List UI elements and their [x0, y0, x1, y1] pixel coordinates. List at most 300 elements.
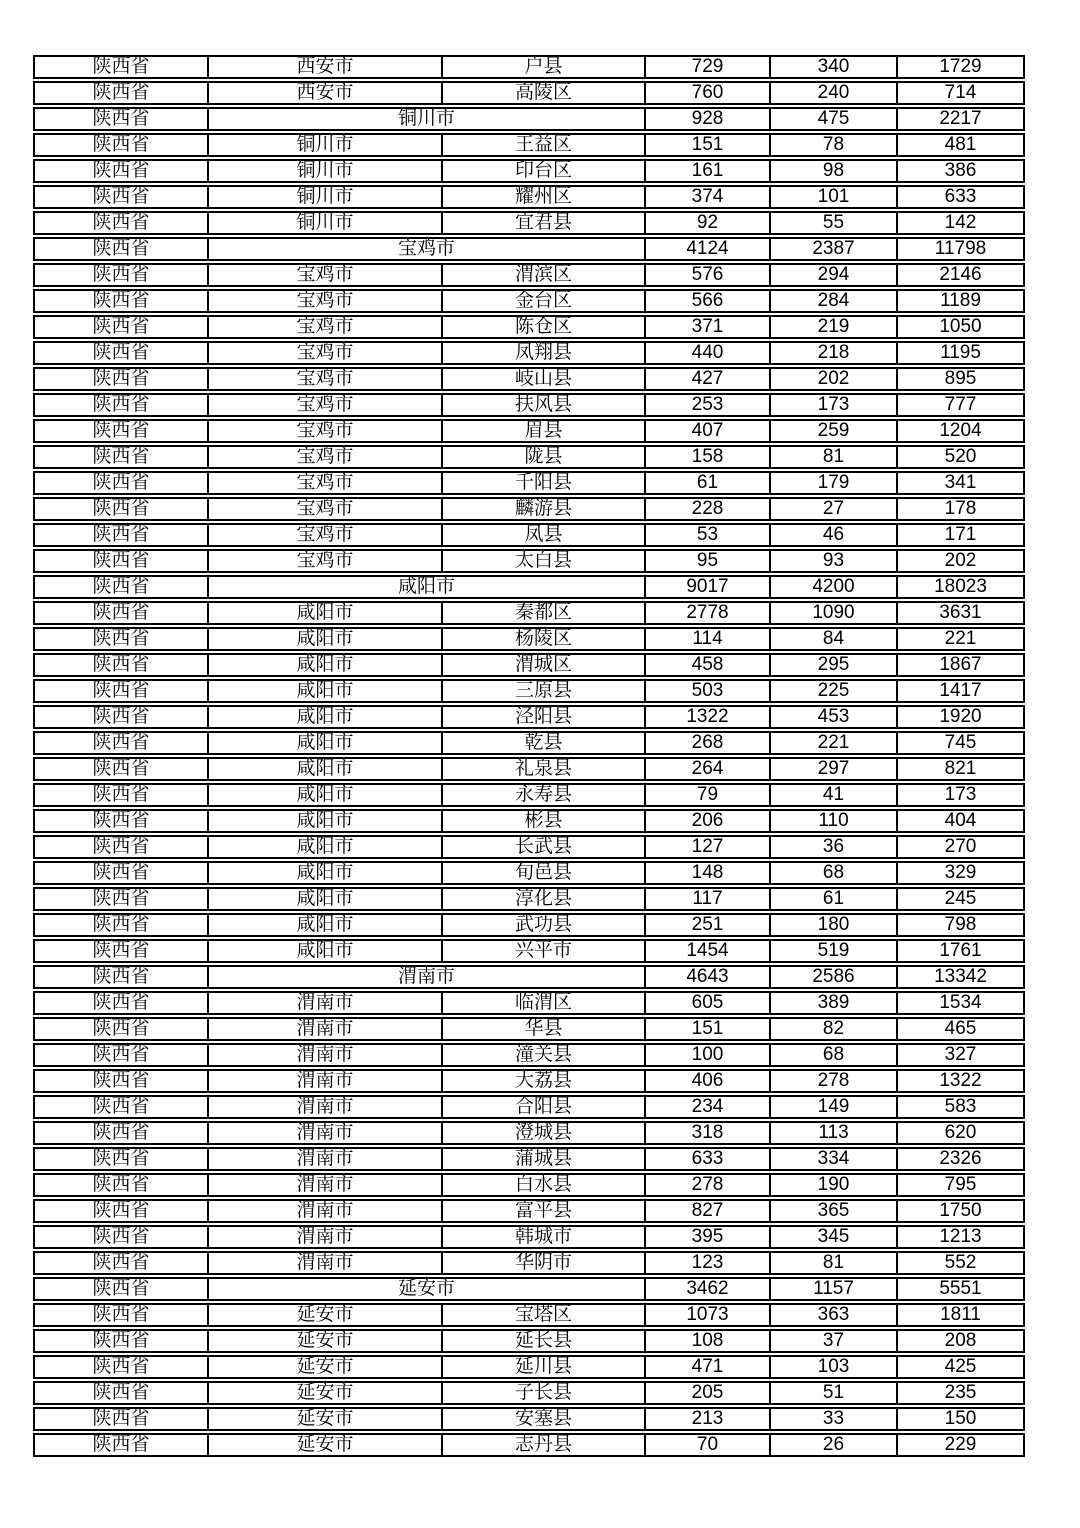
cell-city: 渭南市: [207, 1149, 441, 1169]
cell-value-1: 1454: [644, 941, 769, 961]
cell-city: 渭南市: [207, 1097, 441, 1117]
cell-value-3: 1729: [896, 57, 1023, 77]
cell-value-3: 142: [896, 213, 1023, 233]
cell-value-2: 41: [769, 785, 896, 805]
cell-county: 渭城区: [441, 655, 644, 675]
cell-province: 陕西省: [92, 1097, 150, 1117]
cell-city: 渭南市: [207, 1123, 441, 1143]
cell-value-2: 190: [769, 1175, 896, 1195]
cell-value-1: 228: [644, 499, 769, 519]
cell-value-2: 363: [769, 1305, 896, 1325]
table-row: [33, 1329, 1025, 1353]
cell-county: 延川县: [441, 1357, 644, 1377]
cell-value-2: 27: [769, 499, 896, 519]
cell-city: 咸阳市: [207, 629, 441, 649]
cell-county: 岐山县: [441, 369, 644, 389]
cell-county: 户县: [441, 57, 644, 77]
cell-value-2: 4200: [769, 577, 896, 597]
cell-county: 长武县: [441, 837, 644, 857]
cell-province: 陕西省: [92, 499, 150, 519]
cell-value-3: 620: [896, 1123, 1023, 1143]
cell-value-2: 240: [769, 83, 896, 103]
table-row: [33, 861, 1025, 885]
cell-value-1: 503: [644, 681, 769, 701]
cell-value-2: 202: [769, 369, 896, 389]
table-row: [33, 627, 1025, 651]
cell-province: 陕西省: [92, 1383, 150, 1403]
cell-province: 陕西省: [92, 1175, 150, 1195]
cell-city: 延安市: [207, 1409, 441, 1429]
cell-county: 志丹县: [441, 1435, 644, 1455]
cell-province: 陕西省: [92, 265, 150, 285]
cell-value-2: 2387: [769, 239, 896, 259]
cell-value-2: 297: [769, 759, 896, 779]
table-row: [33, 55, 1025, 79]
cell-city: 宝鸡市: [207, 499, 441, 519]
cell-value-2: 33: [769, 1409, 896, 1429]
cell-value-2: 61: [769, 889, 896, 909]
cell-county: 陈仓区: [441, 317, 644, 337]
cell-value-2: 82: [769, 1019, 896, 1039]
cell-value-3: 481: [896, 135, 1023, 155]
cell-value-3: 171: [896, 525, 1023, 545]
cell-county: 高陵区: [441, 83, 644, 103]
cell-value-1: 117: [644, 889, 769, 909]
cell-value-1: 1322: [644, 707, 769, 727]
cell-value-3: 1534: [896, 993, 1023, 1013]
cell-province: 陕西省: [92, 135, 150, 155]
cell-value-1: 151: [644, 135, 769, 155]
cell-value-3: 1750: [896, 1201, 1023, 1221]
cell-value-3: 229: [896, 1435, 1023, 1455]
cell-value-1: 108: [644, 1331, 769, 1351]
cell-county: 永寿县: [441, 785, 644, 805]
table-row: [33, 1147, 1025, 1171]
cell-value-3: 11798: [896, 239, 1023, 259]
cell-value-3: 745: [896, 733, 1023, 753]
cell-value-3: 202: [896, 551, 1023, 571]
table-row: [33, 1225, 1025, 1249]
cell-county: 富平县: [441, 1201, 644, 1221]
cell-value-3: 895: [896, 369, 1023, 389]
table-row: [33, 757, 1025, 781]
cell-value-2: 78: [769, 135, 896, 155]
cell-province: 陕西省: [92, 109, 150, 129]
cell-value-1: 605: [644, 993, 769, 1013]
cell-city: 宝鸡市: [207, 265, 441, 285]
table-row: [33, 1017, 1025, 1041]
cell-county: 子长县: [441, 1383, 644, 1403]
table-row: [33, 341, 1025, 365]
cell-value-1: 371: [644, 317, 769, 337]
cell-province: 陕西省: [92, 83, 150, 103]
cell-value-1: 2778: [644, 603, 769, 623]
cell-city-span: 延安市: [207, 1279, 644, 1299]
cell-province: 陕西省: [92, 707, 150, 727]
cell-city: 西安市: [207, 57, 441, 77]
cell-value-1: 206: [644, 811, 769, 831]
cell-value-1: 127: [644, 837, 769, 857]
cell-county: 礼泉县: [441, 759, 644, 779]
cell-province: 陕西省: [92, 1071, 150, 1091]
cell-value-1: 827: [644, 1201, 769, 1221]
cell-city: 宝鸡市: [207, 551, 441, 571]
cell-value-3: 270: [896, 837, 1023, 857]
cell-province: 陕西省: [92, 213, 150, 233]
cell-value-3: 1811: [896, 1305, 1023, 1325]
cell-province: 陕西省: [92, 837, 150, 857]
cell-value-1: 158: [644, 447, 769, 467]
table-row: [33, 419, 1025, 443]
cell-value-3: 777: [896, 395, 1023, 415]
cell-value-1: 928: [644, 109, 769, 129]
cell-county: 麟游县: [441, 499, 644, 519]
cell-value-3: 329: [896, 863, 1023, 883]
cell-value-2: 81: [769, 1253, 896, 1273]
cell-city: 宝鸡市: [207, 343, 441, 363]
cell-city: 渭南市: [207, 1201, 441, 1221]
cell-value-2: 365: [769, 1201, 896, 1221]
cell-city: 宝鸡市: [207, 473, 441, 493]
cell-value-3: 425: [896, 1357, 1023, 1377]
cell-province: 陕西省: [92, 1331, 150, 1351]
cell-county: 凤县: [441, 525, 644, 545]
cell-province: 陕西省: [92, 915, 150, 935]
table-row: [33, 601, 1025, 625]
cell-value-2: 26: [769, 1435, 896, 1455]
cell-value-2: 295: [769, 655, 896, 675]
cell-value-1: 148: [644, 863, 769, 883]
cell-value-1: 458: [644, 655, 769, 675]
cell-value-3: 552: [896, 1253, 1023, 1273]
cell-province: 陕西省: [92, 1435, 150, 1455]
cell-county: 凤翔县: [441, 343, 644, 363]
cell-province: 陕西省: [92, 733, 150, 753]
cell-province: 陕西省: [92, 421, 150, 441]
cell-value-2: 1090: [769, 603, 896, 623]
cell-city: 咸阳市: [207, 837, 441, 857]
cell-value-2: 84: [769, 629, 896, 649]
cell-province: 陕西省: [92, 759, 150, 779]
cell-value-2: 93: [769, 551, 896, 571]
cell-value-1: 4124: [644, 239, 769, 259]
cell-value-2: 110: [769, 811, 896, 831]
table-row: [33, 471, 1025, 495]
cell-city: 渭南市: [207, 993, 441, 1013]
table-row: [33, 107, 1025, 131]
cell-county: 蒲城县: [441, 1149, 644, 1169]
cell-province: 陕西省: [92, 811, 150, 831]
cell-value-2: 389: [769, 993, 896, 1013]
cell-city: 渭南市: [207, 1253, 441, 1273]
cell-city: 宝鸡市: [207, 525, 441, 545]
cell-city-span: 咸阳市: [207, 577, 644, 597]
cell-value-3: 1050: [896, 317, 1023, 337]
cell-value-3: 1761: [896, 941, 1023, 961]
cell-province: 陕西省: [92, 993, 150, 1013]
table-row: [33, 1199, 1025, 1223]
table-row: [33, 263, 1025, 287]
cell-province: 陕西省: [92, 317, 150, 337]
cell-city: 宝鸡市: [207, 447, 441, 467]
cell-city: 宝鸡市: [207, 369, 441, 389]
cell-city: 渭南市: [207, 1019, 441, 1039]
cell-county: 潼关县: [441, 1045, 644, 1065]
cell-value-2: 475: [769, 109, 896, 129]
table-row: [33, 445, 1025, 469]
cell-value-1: 251: [644, 915, 769, 935]
cell-province: 陕西省: [92, 1357, 150, 1377]
cell-city: 宝鸡市: [207, 317, 441, 337]
cell-value-2: 225: [769, 681, 896, 701]
cell-city: 渭南市: [207, 1175, 441, 1195]
cell-value-3: 1189: [896, 291, 1023, 311]
cell-city: 延安市: [207, 1331, 441, 1351]
cell-value-1: 427: [644, 369, 769, 389]
cell-value-2: 179: [769, 473, 896, 493]
cell-province: 陕西省: [92, 343, 150, 363]
cell-value-1: 114: [644, 629, 769, 649]
table-row: [33, 211, 1025, 235]
cell-province: 陕西省: [92, 187, 150, 207]
cell-value-2: 98: [769, 161, 896, 181]
cell-city: 铜川市: [207, 213, 441, 233]
cell-city: 铜川市: [207, 187, 441, 207]
table-row: [33, 133, 1025, 157]
cell-value-2: 101: [769, 187, 896, 207]
cell-value-2: 345: [769, 1227, 896, 1247]
cell-value-3: 3631: [896, 603, 1023, 623]
cell-county: 武功县: [441, 915, 644, 935]
cell-county: 乾县: [441, 733, 644, 753]
cell-value-1: 100: [644, 1045, 769, 1065]
table-row: [33, 835, 1025, 859]
table-row: [33, 367, 1025, 391]
cell-value-1: 268: [644, 733, 769, 753]
cell-city-span: 宝鸡市: [207, 239, 644, 259]
cell-county: 太白县: [441, 551, 644, 571]
table-row: [33, 185, 1025, 209]
cell-province: 陕西省: [92, 785, 150, 805]
cell-county: 韩城市: [441, 1227, 644, 1247]
cell-city: 宝鸡市: [207, 395, 441, 415]
table-row: [33, 1303, 1025, 1327]
cell-county: 安塞县: [441, 1409, 644, 1429]
cell-value-1: 53: [644, 525, 769, 545]
cell-city: 咸阳市: [207, 863, 441, 883]
table-row: [33, 1277, 1025, 1301]
table-row: [33, 237, 1025, 261]
cell-county: 延长县: [441, 1331, 644, 1351]
cell-value-2: 219: [769, 317, 896, 337]
cell-value-3: 1920: [896, 707, 1023, 727]
cell-city: 延安市: [207, 1357, 441, 1377]
cell-value-2: 103: [769, 1357, 896, 1377]
cell-province: 陕西省: [92, 577, 150, 597]
cell-value-2: 259: [769, 421, 896, 441]
cell-value-1: 1073: [644, 1305, 769, 1325]
cell-value-1: 760: [644, 83, 769, 103]
cell-city: 延安市: [207, 1383, 441, 1403]
cell-province: 陕西省: [92, 1409, 150, 1429]
cell-province: 陕西省: [92, 1227, 150, 1247]
table-row: [33, 939, 1025, 963]
cell-value-1: 471: [644, 1357, 769, 1377]
cell-city: 延安市: [207, 1435, 441, 1455]
cell-province: 陕西省: [92, 1019, 150, 1039]
table-row: [33, 575, 1025, 599]
cell-city: 咸阳市: [207, 733, 441, 753]
cell-province: 陕西省: [92, 473, 150, 493]
table-row: [33, 913, 1025, 937]
cell-value-2: 37: [769, 1331, 896, 1351]
cell-value-3: 13342: [896, 967, 1023, 987]
cell-city-span: 渭南市: [207, 967, 644, 987]
table-row: [33, 887, 1025, 911]
cell-value-1: 213: [644, 1409, 769, 1429]
cell-county: 华县: [441, 1019, 644, 1039]
cell-value-2: 519: [769, 941, 896, 961]
cell-value-2: 218: [769, 343, 896, 363]
cell-city: 咸阳市: [207, 655, 441, 675]
table-row: [33, 523, 1025, 547]
table-row: [33, 393, 1025, 417]
cell-value-2: 113: [769, 1123, 896, 1143]
cell-province: 陕西省: [92, 1253, 150, 1273]
table-row: [33, 1355, 1025, 1379]
cell-province: 陕西省: [92, 941, 150, 961]
table-row: [33, 1095, 1025, 1119]
cell-value-2: 294: [769, 265, 896, 285]
cell-city: 西安市: [207, 83, 441, 103]
cell-city: 延安市: [207, 1305, 441, 1325]
cell-value-3: 173: [896, 785, 1023, 805]
cell-city-span: 铜川市: [207, 109, 644, 129]
cell-county: 临渭区: [441, 993, 644, 1013]
cell-city: 咸阳市: [207, 811, 441, 831]
cell-value-1: 407: [644, 421, 769, 441]
cell-value-1: 395: [644, 1227, 769, 1247]
cell-city: 咸阳市: [207, 681, 441, 701]
cell-value-1: 4643: [644, 967, 769, 987]
table-row: [33, 1121, 1025, 1145]
cell-value-3: 404: [896, 811, 1023, 831]
table-row: [33, 81, 1025, 105]
cell-province: 陕西省: [92, 1279, 150, 1299]
cell-city: 咸阳市: [207, 941, 441, 961]
cell-province: 陕西省: [92, 57, 150, 77]
table-row: [33, 679, 1025, 703]
cell-province: 陕西省: [92, 967, 150, 987]
cell-value-1: 161: [644, 161, 769, 181]
table-row: [33, 289, 1025, 313]
cell-value-2: 81: [769, 447, 896, 467]
table-row: [33, 705, 1025, 729]
cell-value-2: 340: [769, 57, 896, 77]
cell-county: 澄城县: [441, 1123, 644, 1143]
cell-county: 淳化县: [441, 889, 644, 909]
cell-city: 咸阳市: [207, 707, 441, 727]
cell-county: 旬邑县: [441, 863, 644, 883]
cell-value-3: 633: [896, 187, 1023, 207]
cell-value-1: 729: [644, 57, 769, 77]
cell-province: 陕西省: [92, 161, 150, 181]
cell-value-3: 2326: [896, 1149, 1023, 1169]
cell-province: 陕西省: [92, 239, 150, 259]
cell-county: 王益区: [441, 135, 644, 155]
cell-county: 彬县: [441, 811, 644, 831]
cell-city: 渭南市: [207, 1045, 441, 1065]
cell-value-1: 374: [644, 187, 769, 207]
cell-province: 陕西省: [92, 447, 150, 467]
cell-value-1: 234: [644, 1097, 769, 1117]
cell-county: 眉县: [441, 421, 644, 441]
cell-county: 陇县: [441, 447, 644, 467]
cell-value-2: 180: [769, 915, 896, 935]
table-row: [33, 1069, 1025, 1093]
cell-province: 陕西省: [92, 681, 150, 701]
cell-province: 陕西省: [92, 603, 150, 623]
cell-county: 大荔县: [441, 1071, 644, 1091]
cell-value-2: 55: [769, 213, 896, 233]
cell-value-2: 221: [769, 733, 896, 753]
cell-value-3: 795: [896, 1175, 1023, 1195]
table-row: [33, 1173, 1025, 1197]
cell-value-1: 92: [644, 213, 769, 233]
cell-province: 陕西省: [92, 1201, 150, 1221]
table-row: [33, 1381, 1025, 1405]
cell-city: 宝鸡市: [207, 421, 441, 441]
cell-city: 渭南市: [207, 1071, 441, 1091]
cell-value-3: 1195: [896, 343, 1023, 363]
cell-value-3: 520: [896, 447, 1023, 467]
cell-value-3: 5551: [896, 1279, 1023, 1299]
cell-county: 宝塔区: [441, 1305, 644, 1325]
table-row: [33, 497, 1025, 521]
cell-province: 陕西省: [92, 1045, 150, 1065]
cell-value-3: 2217: [896, 109, 1023, 129]
cell-value-1: 576: [644, 265, 769, 285]
cell-value-3: 583: [896, 1097, 1023, 1117]
table-row: [33, 783, 1025, 807]
cell-value-3: 1417: [896, 681, 1023, 701]
cell-value-3: 150: [896, 1409, 1023, 1429]
cell-value-1: 95: [644, 551, 769, 571]
cell-county: 秦都区: [441, 603, 644, 623]
cell-province: 陕西省: [92, 863, 150, 883]
cell-value-3: 235: [896, 1383, 1023, 1403]
cell-value-2: 149: [769, 1097, 896, 1117]
cell-province: 陕西省: [92, 395, 150, 415]
cell-county: 华阴市: [441, 1253, 644, 1273]
cell-province: 陕西省: [92, 369, 150, 389]
cell-value-1: 406: [644, 1071, 769, 1091]
cell-county: 合阳县: [441, 1097, 644, 1117]
table-row: [33, 809, 1025, 833]
cell-value-1: 440: [644, 343, 769, 363]
cell-city: 咸阳市: [207, 889, 441, 909]
table-row: [33, 1407, 1025, 1431]
cell-city: 铜川市: [207, 135, 441, 155]
cell-value-1: 151: [644, 1019, 769, 1039]
cell-province: 陕西省: [92, 525, 150, 545]
cell-value-1: 61: [644, 473, 769, 493]
cell-value-1: 633: [644, 1149, 769, 1169]
cell-value-3: 221: [896, 629, 1023, 649]
cell-county: 兴平市: [441, 941, 644, 961]
cell-county: 千阳县: [441, 473, 644, 493]
table-row: [33, 549, 1025, 573]
